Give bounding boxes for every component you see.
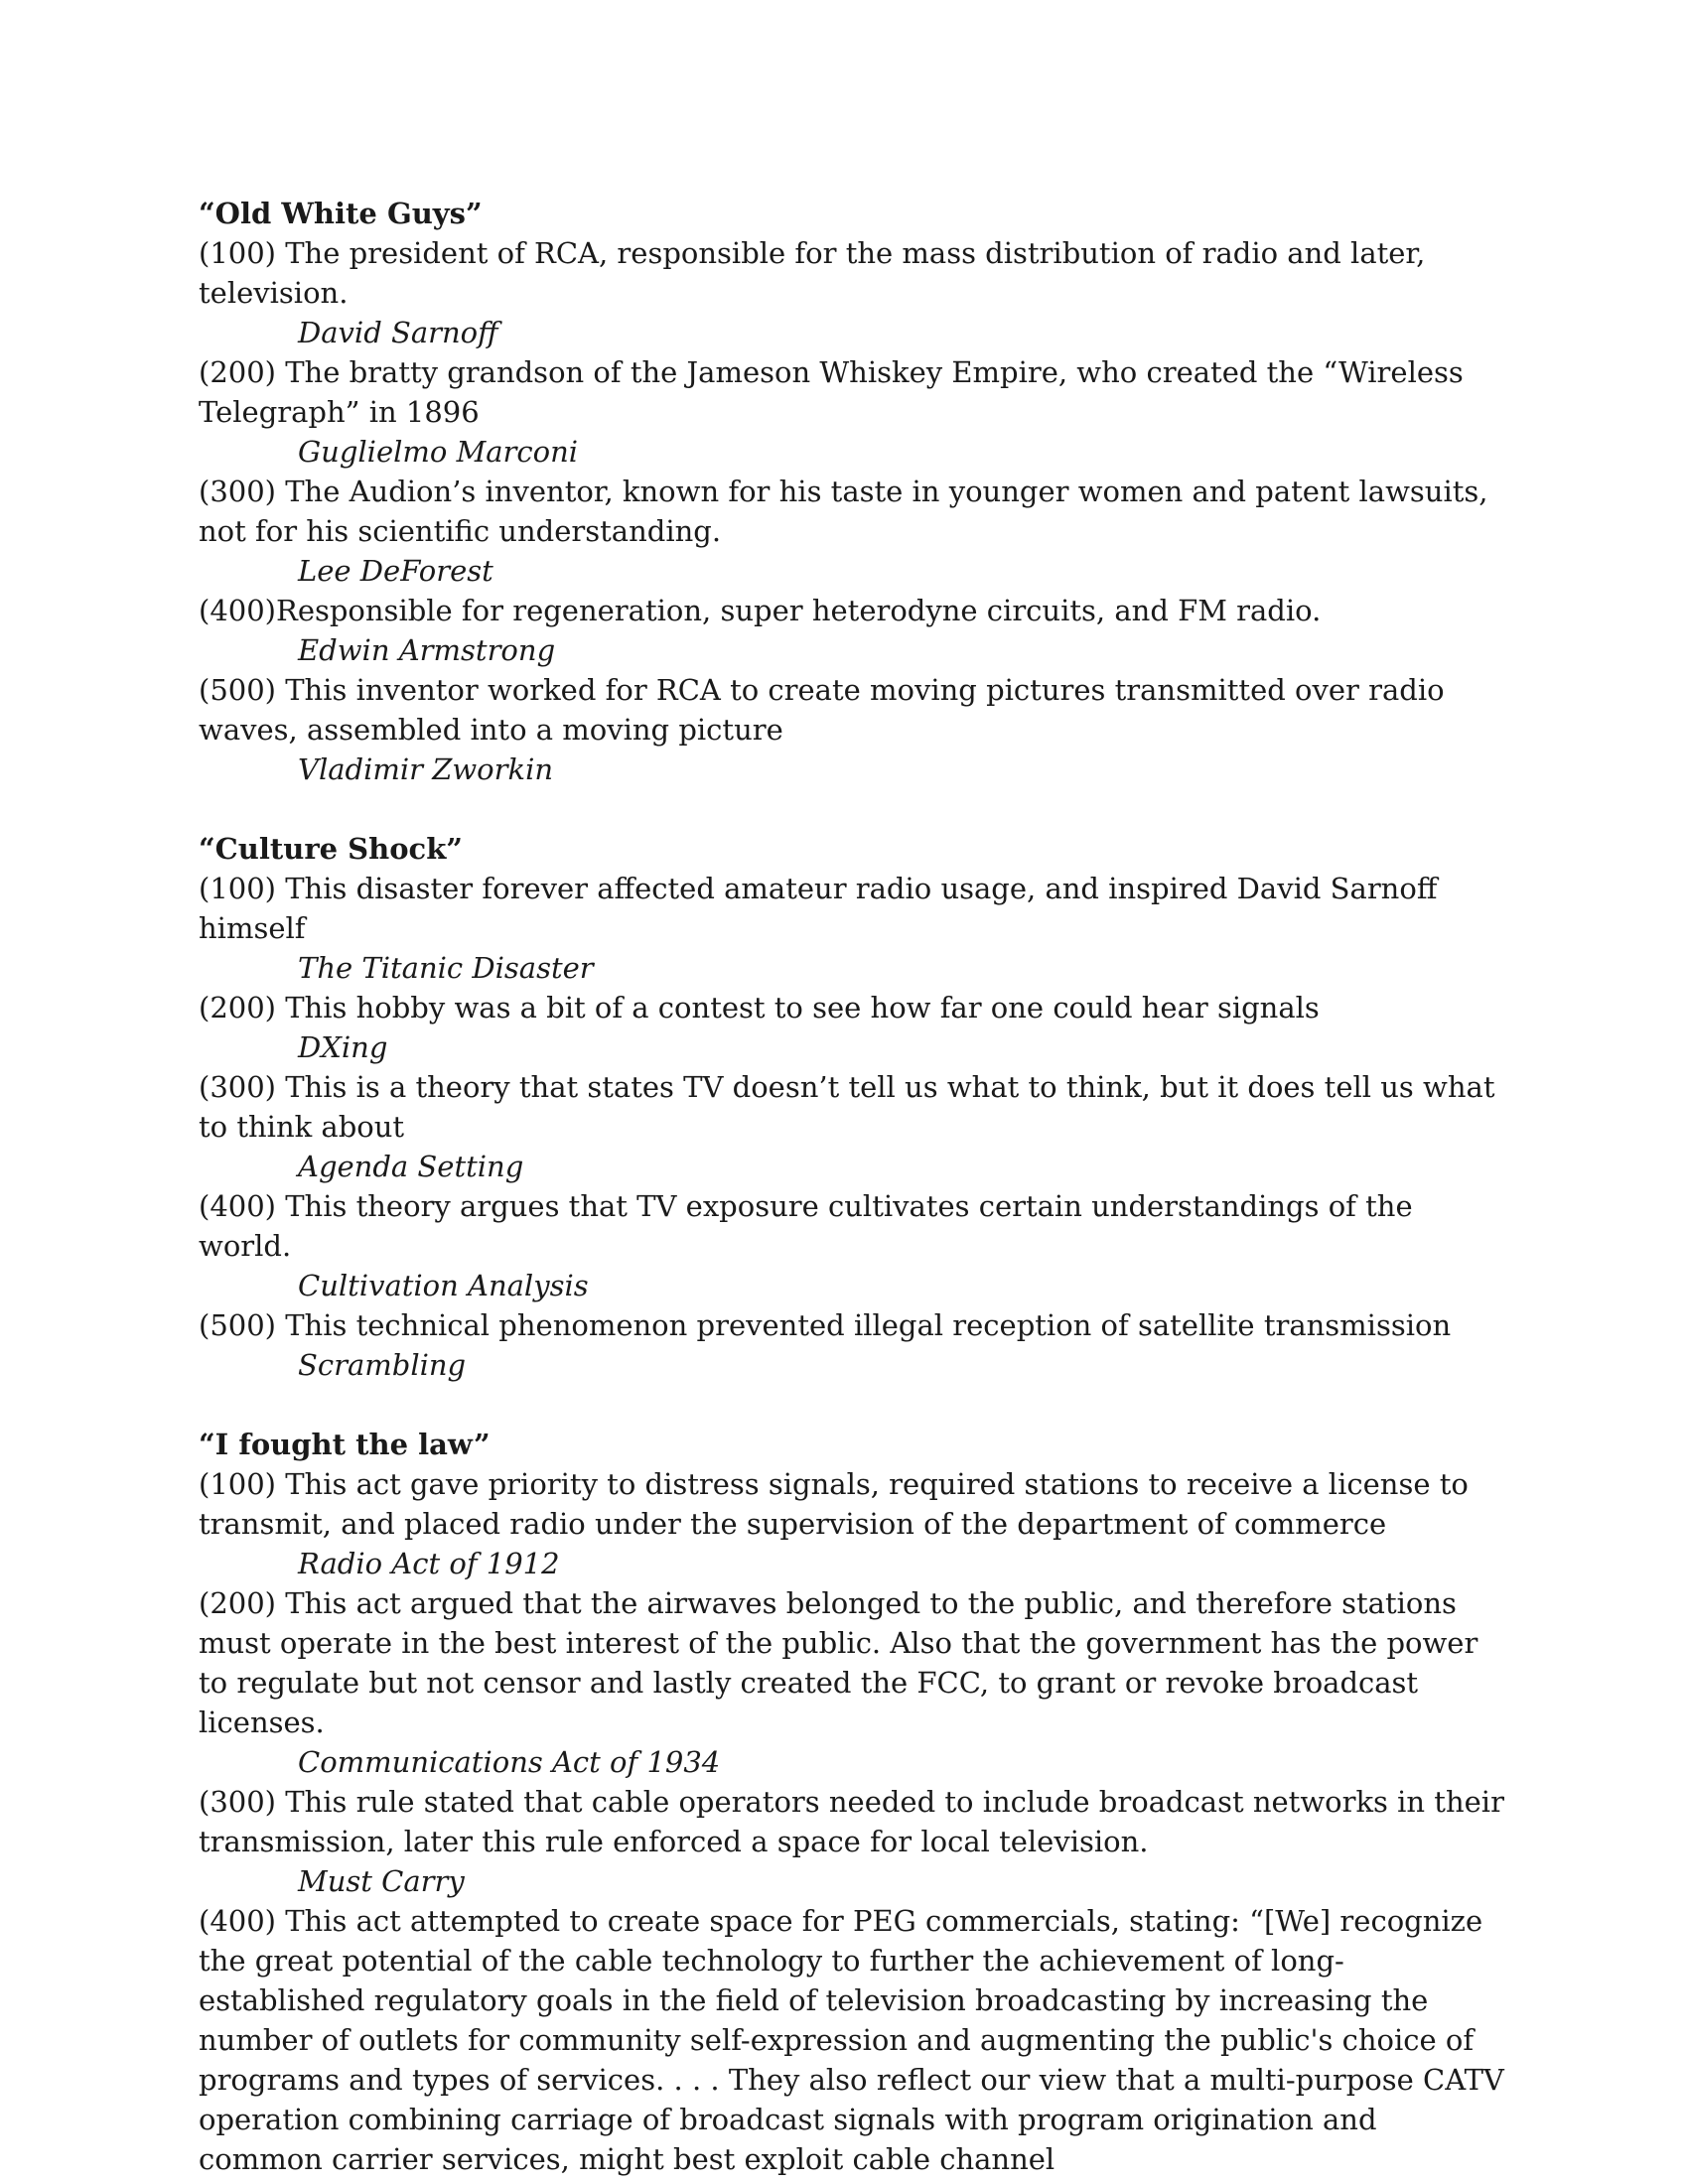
question-100: (100) This act gave priority to distress signals, required stations to receive a license to transmit, and placed radio under the supervision of the department of commerce [199,1467,1469,1541]
question-100: (100) The president of RCA, responsible for the mass distribution of radio and later, television. [199,236,1426,310]
answer-100: David Sarnoff [298,316,498,349]
answer-100: The Titanic Disaster [298,951,594,985]
section-i-fought-the-law [199,1425,1509,2179]
section-title: “I fought the law” [199,1428,491,1461]
section-culture-shock [199,829,1509,1385]
answer-200: Guglielmo Marconi [298,435,579,469]
question-300: (300) The Audion’s inventor, known for his taste in younger women and patent lawsuits, not for his scientific understanding. [199,475,1488,548]
answer-500: Scrambling [298,1348,467,1382]
question-400: (400) This act attempted to create space for PEG commercials, stating: “[We] recognize the great potential of the cable technology to further the achievement of long-established regulatory goals in the field of television broadcasting by increasing the number of outlets for community self-expression and augmenting the public's choice of programs and types of services. . . . They also reflect our view that a multi-purpose CATV operation combining carriage of broadcast signals with program origination and common carrier services, might best exploit cable channel [199,1904,1504,2176]
question-100: (100) This disaster forever affected amateur radio usage, and inspired David Sarnoff himself [199,872,1438,945]
answer-200: Communications Act of 1934 [298,1745,721,1779]
document-page [199,194,1509,2179]
answer-500: Vladimir Zworkin [298,752,554,786]
answer-400: Cultivation Analysis [298,1269,589,1302]
section-title: “Culture Shock” [199,832,463,866]
question-300: (300) This rule stated that cable operators needed to include broadcast networks in their transmission, later this rule enforced a space for local television. [199,1785,1504,1858]
question-400: (400)Responsible for regeneration, super heterodyne circuits, and FM radio. [199,594,1322,627]
answer-300: Must Carry [298,1864,465,1898]
question-200: (200) This act argued that the airwaves belonged to the public, and therefore stations must operate in the best interest of the public. Also that the government has the power to regulate but not censor and lastly created the FCC, to grant or revoke broadcast licenses. [199,1586,1478,1739]
answer-400: Edwin Armstrong [298,633,556,667]
question-400: (400) This theory argues that TV exposure cultivates certain understandings of the world. [199,1189,1413,1263]
answer-300: Agenda Setting [298,1150,524,1183]
section-title: “Old White Guys” [199,197,483,230]
answer-300: Lee DeForest [298,554,493,588]
question-500: (500) This technical phenomenon prevented illegal reception of satellite transmission [199,1308,1452,1342]
question-300: (300) This is a theory that states TV doesn’t tell us what to think, but it does tell us what to think about [199,1070,1495,1144]
question-500: (500) This inventor worked for RCA to create moving pictures transmitted over radio waves, assembled into a moving picture [199,673,1445,747]
question-200: (200) This hobby was a bit of a contest to see how far one could hear signals [199,991,1320,1024]
answer-100: Radio Act of 1912 [298,1547,560,1580]
question-200: (200) The bratty grandson of the Jameson Whiskey Empire, who created the “Wireless Telegraph” in 1896 [199,355,1464,429]
answer-200: DXing [298,1030,388,1064]
section-old-white-guys [199,194,1509,789]
